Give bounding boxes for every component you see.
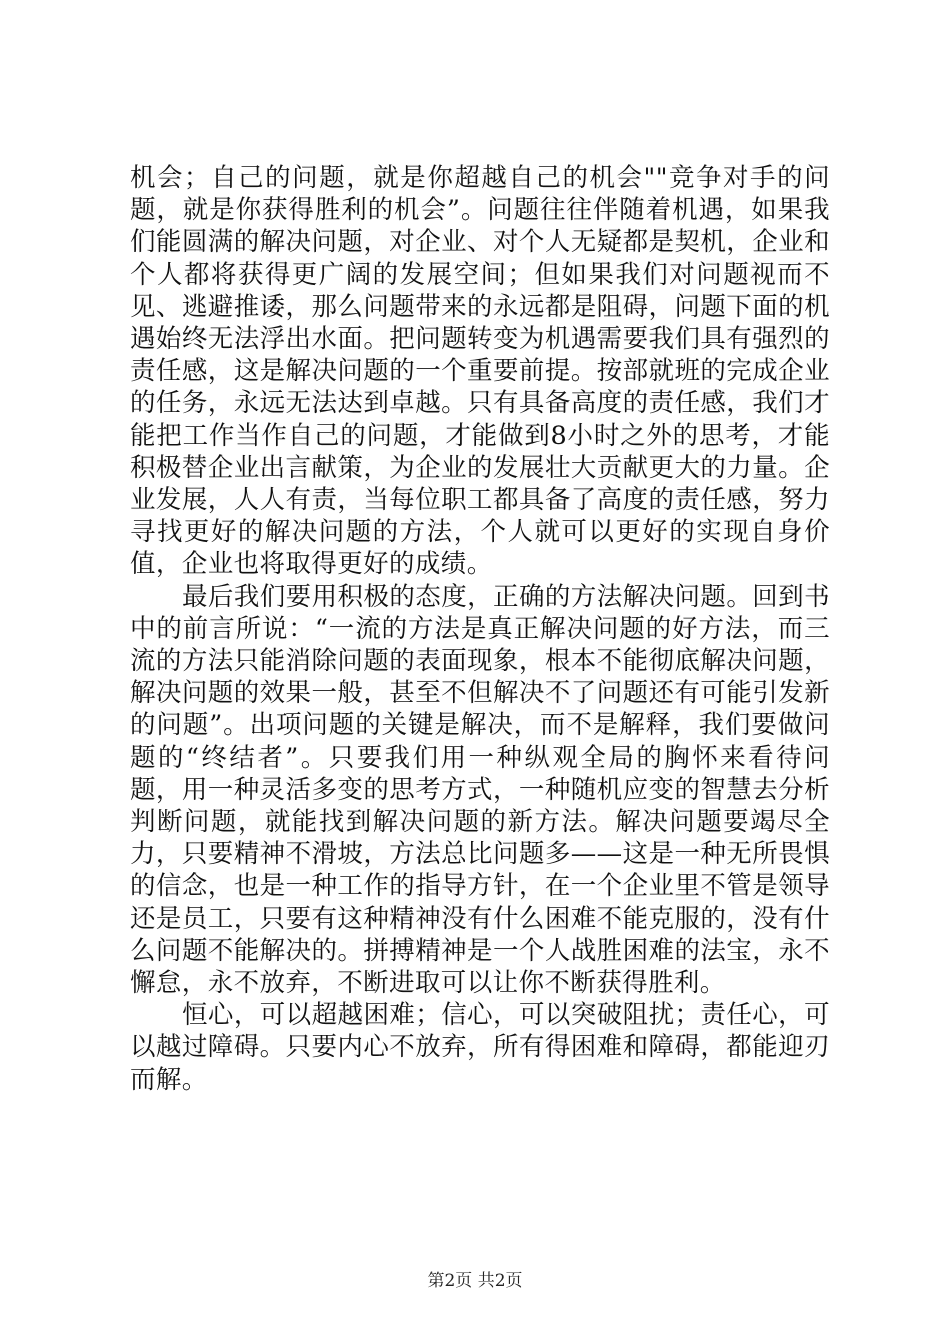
paragraph-3: 恒心，可以超越困难；信心，可以突破阻扰；责任心，可以越过障碍。只要内心不放弃，所有得困难和障碍，都能迎刃而解。 (130, 1000, 830, 1095)
document-body (130, 162, 830, 1096)
page-number-footer: 第2页 共2页 (427, 1271, 523, 1291)
paragraph-1: 机会；自己的问题，就是你超越自己的机会""竞争对手的问题，就是你获得胜利的机会”。问题往往伴随着机遇，如果我们能圆满的解决问题，对企业、对个人无疑都是契机，企业和个人都将获得更广阔的发展空间；但如果我们对问题视而不见、逃避推诿，那么问题带来的永远都是阻碍，问题下面的机遇始终无法浮出水面。把问题转变为机遇需要我们具有强烈的责任感，这是解决问题的一个重要前提。按部就班的完成企业的任务，永远无法达到卓越。只有具备高度的责任感，我们才能把工作当作自己的问题，才能做到8小时之外的思考，才能积极替企业出言献策，为企业的发展壮大贡献更大的力量。企业发展，人人有责，当每位职工都具备了高度的责任感，努力寻找更好的解决问题的方法，个人就可以更好的实现自身价值，企业也将取得更好的成绩。 (130, 163, 830, 580)
paragraph-2: 最后我们要用积极的态度，正确的方法解决问题。回到书中的前言所说：“一流的方法是真正解决问题的好方法，而三流的方法只能消除问题的表面现象，根本不能彻底解决问题，解决问题的效果一般，甚至不但解决不了问题还有可能引发新的问题”。出项问题的关键是解决，而不是解释，我们要做问题的“终结者”。只要我们用一种纵观全局的胸怀来看待问题，用一种灵活多变的思考方式，一种随机应变的智慧去分析判断问题，就能找到解决问题的新方法。解决问题要竭尽全力，只要精神不滑坡，方法总比问题多——这是一种无所畏惧的信念，也是一种工作的指导方针，在一个企业里不管是领导还是员工，只要有这种精神没有什么困难不能克服的，没有什么问题不能解决的。拼搏精神是一个人战胜困难的法宝，永不懈怠，永不放弃，不断进取可以让你不断获得胜利。 (130, 581, 830, 999)
